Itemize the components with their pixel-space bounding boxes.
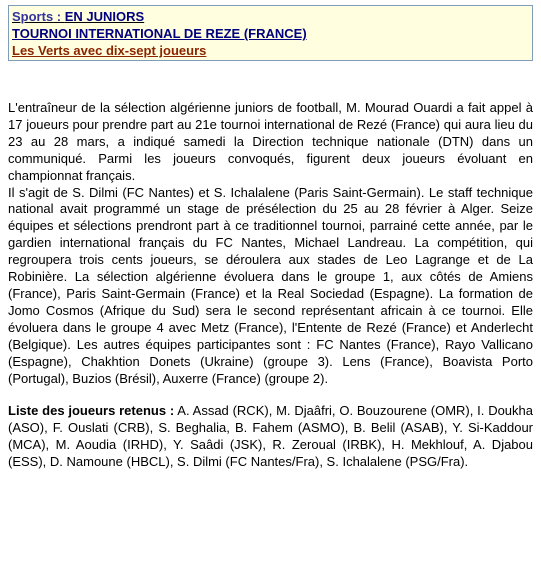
event-title: TOURNOI INTERNATIONAL DE REZE (FRANCE) <box>12 26 307 41</box>
article-paragraph: Il s'agit de S. Dilmi (FC Nantes) et S. Ichalalene (Paris Saint-Germain). Le staff technique national avait programmé un stage de présélection du 25 au 28 février à Alger. Seize équipes et sélections prendront part à ce traditionnel tournoi, parrainé cette année, par le gardien international français du FC Nantes, Michael Landreau. La compétition, qui regroupera trois cents joueurs, se déroulera aux stades de Leo Lagrange et de La Robinière. La sélection algérienne évoluera dans le groupe 1, aux côtés de Amiens (France), Paris Saint-Germain (France) et la Real Sociedad (Espagne). La formation de Jomo Cosmos (Afrique du Sud) sera le second représentant africain à ce tournoi. Elle évoluera dans le groupe 4 avec Metz (France), l'Entente de Rezé (France) et Anderlecht (Belgique). Les autres équipes participantes sont : FC Nantes (France), Rayo Vallicano (Espagne), Chakhtion Donets (Ukraine) (groupe 3). Lens (France), Boavista Porto (Portugal), Buzios (Brésil), Auxerre (France) (groupe 2). <box>8 184 533 386</box>
players-list-text: A. Assad (RCK), M. Djaâfri, O. Bouzourene (OMR), I. Doukha (ASO), F. Ouslati (CRB), S. Beghalia, B. Fahem (ASMO), B. Belil (ASAB), Y. Si-Kaddour (MCA), M. Aoudia (IRHD), Y. Saâdi (JSK), R. Zeroual (IRBK), H. Mekhlouf, A. Djabou (ESS), D. Namoune (HBCL), S. Dilmi (FC Nantes/Fra), S. Ichalalene (PSG/Fra). <box>8 403 533 470</box>
players-list-label: Liste des joueurs retenus : <box>8 403 175 419</box>
section-title: EN JUNIORS <box>64 9 145 24</box>
article-body <box>8 100 533 471</box>
breadcrumb <box>12 8 528 25</box>
headline: Les Verts avec dix-sept joueurs <box>12 43 207 58</box>
rubric-link[interactable]: Sports <box>12 9 54 24</box>
article-paragraph: L'entraîneur de la sélection algérienne juniors de football, M. Mourad Ouardi a fait appel à 17 joueurs pour prendre part au 21e tournoi international de Rezé (France) qui aura lieu du 23 au 28 mars, a indiqué samedi la Direction technique nationale (DTN) dans un communiqué. Parmi les joueurs convoqués, figurent deux joueurs évoluant en championnat français. <box>8 100 533 183</box>
article-header <box>8 5 533 61</box>
players-list <box>8 403 533 471</box>
breadcrumb-separator: : <box>53 9 65 24</box>
